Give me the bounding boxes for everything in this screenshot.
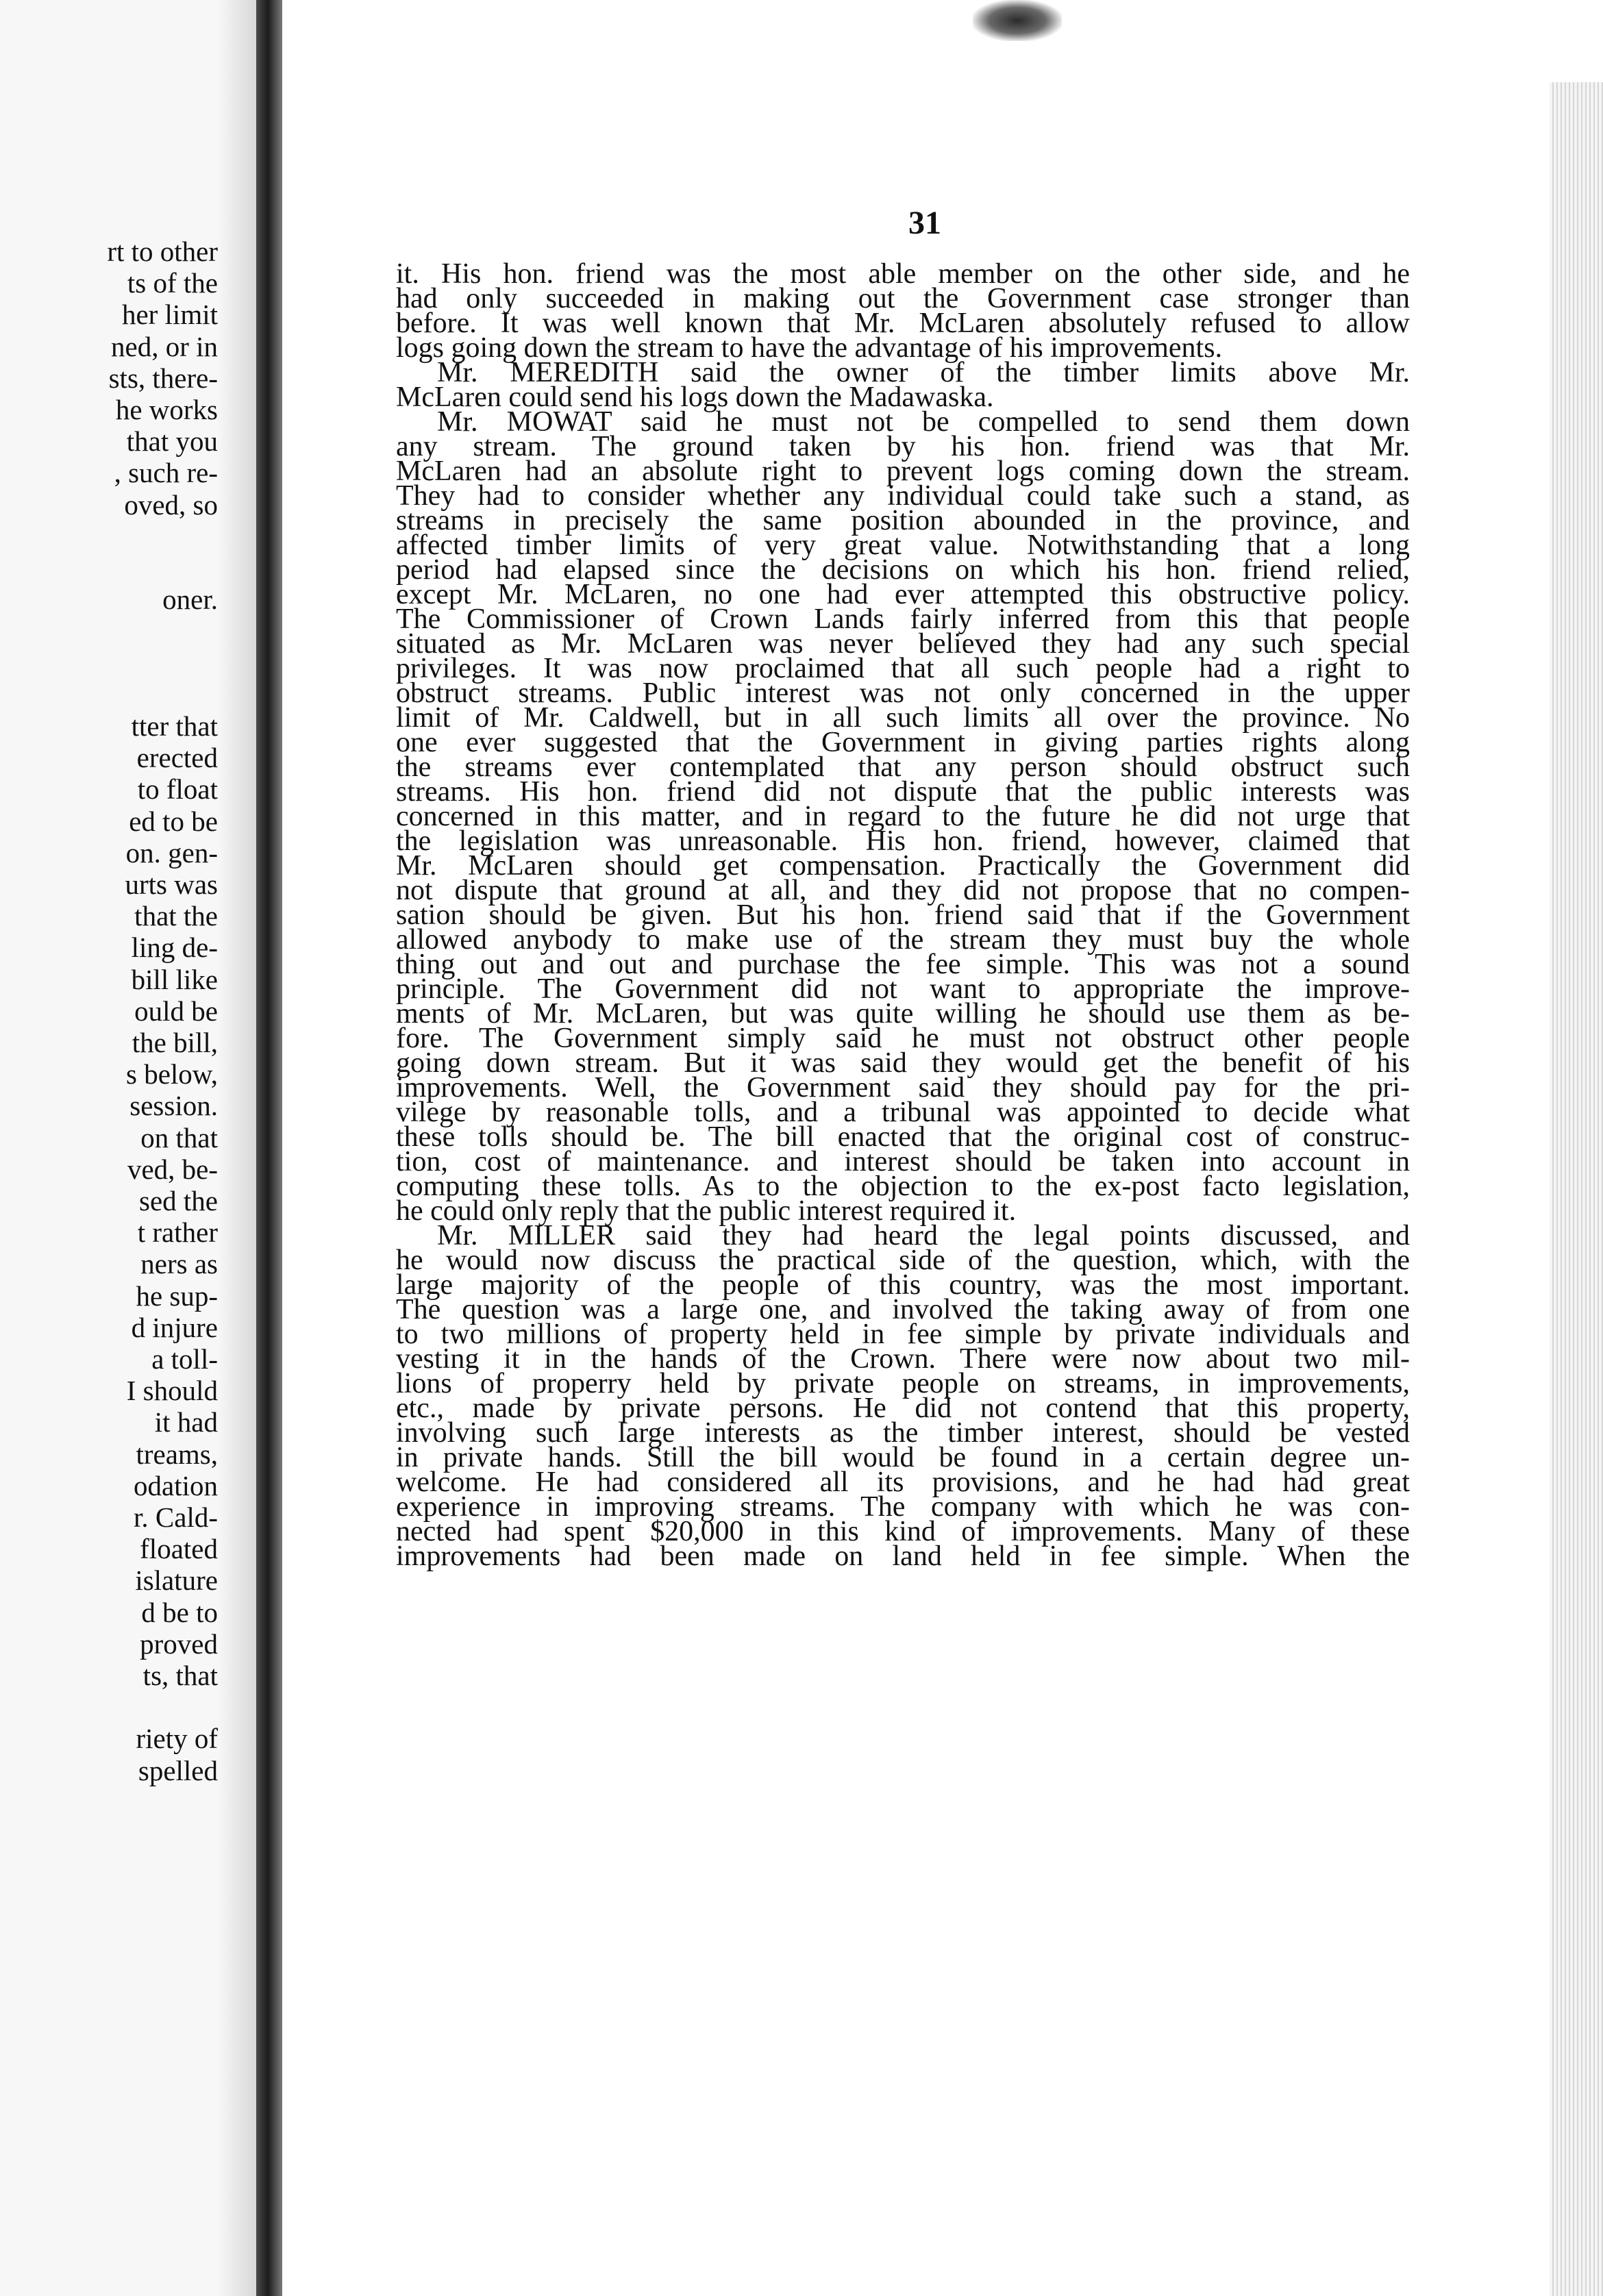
body-text <box>396 258 1410 1572</box>
facing-page-line: her limit <box>121 299 218 331</box>
text-line: They had to consider whether any individual could take such a stand, as <box>396 480 1410 512</box>
facing-page-line: d injure <box>131 1311 218 1343</box>
facing-page-line: to float <box>137 773 218 806</box>
facing-page-line: d be to <box>141 1596 218 1628</box>
text-line: McLaren had an absolute right to prevent logs coming down the stream. <box>396 456 1410 487</box>
text-line: he could only reply that the public interest required it. <box>396 1195 1017 1227</box>
text-line: vesting it in the hands of the Crown. There were now about two mil- <box>396 1343 1410 1375</box>
facing-page-line: it had <box>154 1406 218 1438</box>
facing-page-line: oved, so <box>124 488 218 521</box>
text-line: he would now discuss the practical side of the question, which, with the <box>396 1245 1410 1276</box>
facing-page-line: rt to other <box>107 236 218 267</box>
text-line: in private hands. Still the bill would be found in a certain degree un- <box>396 1442 1410 1473</box>
text-line: the streams ever contemplated that any person should obstruct such <box>396 751 1410 783</box>
text-line: it. His hon. friend was the most able member on the other side, and he <box>396 258 1410 290</box>
text-line: Mr. MOWAT said he must not be compelled to send them down <box>437 406 1410 438</box>
text-line: improvements. Well, the Government said they should pay for the pri- <box>396 1072 1410 1103</box>
facing-page-fragment <box>0 0 218 2296</box>
facing-page-line: session. <box>129 1090 218 1122</box>
text-line: involving such large interests as the timber interest, should be vested <box>396 1417 1410 1449</box>
text-line: Mr. McLaren should get compensation. Practically the Government did <box>396 850 1410 882</box>
facing-page-line: islature <box>135 1564 218 1597</box>
text-line: sation should be given. But his hon. friend said that if the Government <box>396 899 1410 931</box>
facing-page-line: ved, be- <box>127 1153 218 1185</box>
text-line: privileges. It was now proclaimed that all such people had a right to <box>396 653 1410 684</box>
text-line: streams. His hon. friend did not dispute that the public interests was <box>396 776 1410 808</box>
facing-page-line: spelled <box>138 1754 218 1786</box>
facing-page-line: he sup- <box>136 1280 218 1312</box>
text-line: one ever suggested that the Government in giving parties rights along <box>396 727 1410 758</box>
text-line: The question was a large one, and involved the taking away of from one <box>396 1294 1410 1325</box>
text-line: except Mr. McLaren, no one had ever attempted this obstructive policy. <box>396 579 1410 610</box>
text-line: thing out and out and purchase the fee simple. This was not a sound <box>396 949 1410 980</box>
facing-page-line: urts was <box>125 869 218 900</box>
facing-page-line: on that <box>140 1121 218 1153</box>
text-line: McLaren could send his logs down the Madawaska. <box>396 382 994 413</box>
binding-smudge <box>973 0 1062 41</box>
text-line: period had elapsed since the decisions on which his hon. friend relied, <box>396 554 1410 586</box>
text-line: any stream. The ground taken by his hon. friend was that Mr. <box>396 431 1410 462</box>
text-line: obstruct streams. Public interest was not only concerned in the upper <box>396 677 1410 709</box>
facing-page-line: treams, <box>136 1438 218 1470</box>
text-line: experience in improving streams. The company with which he was con- <box>396 1491 1410 1523</box>
facing-page-line: the bill, <box>132 1027 218 1058</box>
text-line: limit of Mr. Caldwell, but in all such limits all over the province. No <box>396 702 1410 734</box>
text-line: improvements had been made on land held in fee simple. When the <box>396 1540 1410 1572</box>
facing-page-line: ling de- <box>131 932 218 964</box>
facing-page-line: r. Cald- <box>134 1501 218 1533</box>
facing-page-line: floated <box>140 1533 218 1565</box>
facing-page-line: ts, that <box>142 1660 218 1691</box>
text-line: streams in precisely the same position abounded in the province, and <box>396 505 1410 536</box>
text-line: to two millions of property held in fee simple by private individuals and <box>396 1319 1410 1350</box>
text-line: fore. The Government simply said he must not obstruct other people <box>396 1023 1410 1054</box>
text-line: these tolls should be. The bill enacted that the original cost of construc- <box>396 1121 1410 1153</box>
text-line: etc., made by private persons. He did not contend that this property, <box>396 1393 1410 1424</box>
facing-page-line: that you <box>126 425 218 458</box>
facing-page-line: oner. <box>162 584 218 616</box>
text-line: affected timber limits of very great value. Notwithstanding that a long <box>396 529 1410 561</box>
text-line: concerned in this matter, and in regard to the future he did not urge that <box>396 801 1410 832</box>
facing-page-line: t rather <box>137 1216 218 1249</box>
text-line: The Commissioner of Crown Lands fairly inferred from this that people <box>396 603 1410 635</box>
text-line: vilege by reasonable tolls, and a tribunal was appointed to decide what <box>396 1097 1410 1128</box>
text-line: welcome. He had considered all its provisions, and he had had great <box>396 1467 1410 1498</box>
text-line: not dispute that ground at all, and they did not propose that no compen- <box>396 875 1410 906</box>
facing-page-line: s below, <box>126 1058 218 1090</box>
facing-page-line: he works <box>115 394 218 425</box>
facing-page-line: , such re- <box>114 457 218 489</box>
facing-page-line: odation <box>134 1469 218 1501</box>
facing-page-line: on. gen- <box>125 836 218 869</box>
text-line: going down stream. But it was said they would get the benefit of his <box>396 1047 1410 1079</box>
facing-page-line: bill like <box>131 963 218 995</box>
facing-page-line: riety of <box>136 1723 218 1755</box>
page-edge-stack <box>1550 82 1603 2296</box>
facing-page-line: erected <box>136 742 218 774</box>
text-line: Mr. MEREDITH said the owner of the timber limits above Mr. <box>437 357 1410 388</box>
facing-page-line: ts of the <box>127 267 218 299</box>
text-line: lions of properry held by private people on streams, in improvements, <box>396 1368 1410 1399</box>
text-line: tion, cost of maintenance. and interest should be taken into account in <box>396 1146 1410 1177</box>
text-line: large majority of the people of this country, was the most important. <box>396 1269 1410 1301</box>
facing-page-line: sed the <box>139 1185 218 1216</box>
text-line: computing these tolls. As to the objection to the ex-post facto legislation, <box>396 1171 1410 1202</box>
facing-page-line: that the <box>134 900 218 932</box>
facing-page-line: ned, or in <box>111 330 218 362</box>
gutter-shadow <box>218 0 256 2296</box>
text-line: nected had spent $20,000 in this kind of improvements. Many of these <box>396 1516 1410 1547</box>
text-line: before. It was well known that Mr. McLaren absolutely refused to allow <box>396 308 1410 339</box>
page-number: 31 <box>908 205 941 241</box>
text-line: had only succeeded in making out the Government case stronger than <box>396 283 1410 314</box>
facing-page-line: ed to be <box>129 805 218 837</box>
facing-page-line: a toll- <box>151 1343 218 1375</box>
book-gutter <box>256 0 282 2296</box>
text-line: logs going down the stream to have the advantage of his improvements. <box>396 332 1223 364</box>
text-line: ments of Mr. McLaren, but was quite willing he should use them as be- <box>396 998 1410 1030</box>
text-line: allowed anybody to make use of the stream they must buy the whole <box>396 924 1410 956</box>
facing-page-line: sts, there- <box>108 362 218 394</box>
text-line: situated as Mr. McLaren was never believed they had any such special <box>396 628 1410 660</box>
facing-page-line: ners as <box>140 1248 218 1280</box>
facing-page-line: tter that <box>131 710 218 742</box>
text-line: Mr. MILLER said they had heard the legal points discussed, and <box>437 1220 1410 1251</box>
facing-page-line: proved <box>140 1627 218 1660</box>
facing-page-line: I should <box>126 1375 218 1407</box>
facing-page-line: ould be <box>134 995 218 1027</box>
text-line: principle. The Government did not want to appropriate the improve- <box>396 973 1410 1005</box>
text-line: the legislation was unreasonable. His hon. friend, however, claimed that <box>396 825 1410 857</box>
